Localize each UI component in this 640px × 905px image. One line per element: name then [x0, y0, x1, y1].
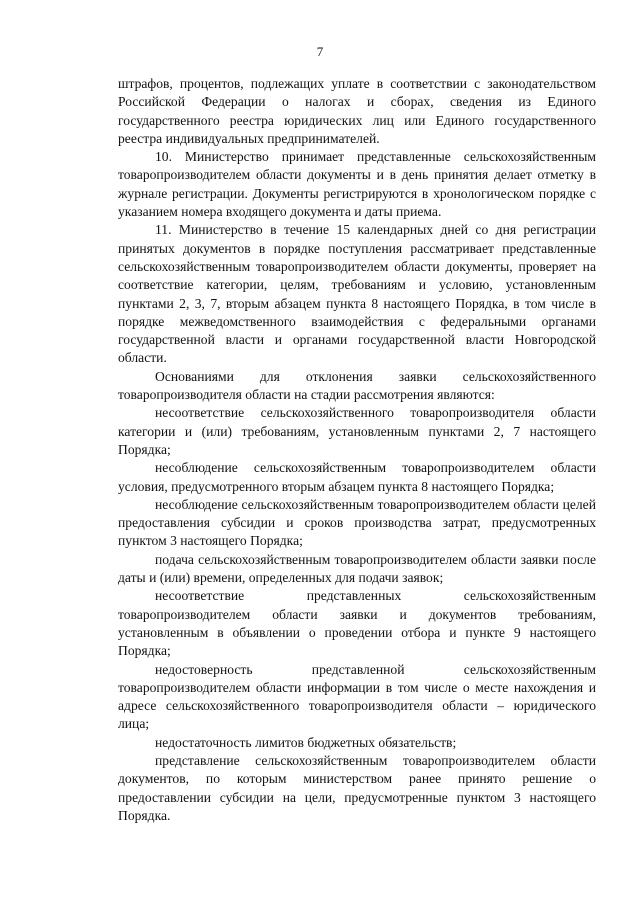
list-item: подача сельскохозяйственным товаропроизводителем области заявки после даты и (или) времени, определенных для подачи заявок;	[118, 551, 596, 586]
list-item: несоблюдение сельскохозяйственным товаропроизводителем области условия, предусмотренного вторым абзацем пункта 8 настоящего Порядка;	[118, 460, 596, 494]
document-body	[118, 75, 596, 825]
paragraph-continuation: штрафов, процентов, подлежащих уплате в соответствии с законодательством Российской Федерации о налогах и сборах, сведения из Единого государственного реестра юридических лиц или Единого государственного реестра индивидуальных предпринимателей.	[118, 76, 596, 146]
list-item: недостаточность лимитов бюджетных обязательств;	[155, 734, 457, 750]
list-item: несоответствие представленных сельскохозяйственным товаропроизводителем области заявки и документов требованиям, установленным в объявлении о проведении отбора и пункте 9 настоящего Порядка;	[118, 588, 596, 659]
list-item: представление сельскохозяйственным товаропроизводителем области документов, по которым министерством ранее принято решение о предоставлении субсидии на цели, предусмотренные пунктом 3 настоящего Порядка.	[118, 752, 596, 823]
list-item: несоответствие сельскохозяйственного товаропроизводителя области категории и (или) требованиям, установленным пунктами 2, 7 настоящего Порядка;	[118, 405, 596, 457]
list-item: недостоверность представленной сельскохозяйственным товаропроизводителем области информации в том числе о месте нахождения и адресе сельскохозяйственного товаропроизводителя области – юридического лица;	[118, 661, 596, 732]
paragraph-rejection-grounds: Основаниями для отклонения заявки сельскохозяйственного товаропроизводителя области на стадии рассмотрения являются:	[118, 368, 596, 403]
paragraph-clause-10: 10. Министерство принимает представленные сельскохозяйственным товаропроизводителем области документы и в день принятия делает отметку в журнале регистрации. Документы регистрируются в хронологическом порядке с указанием номера входящего документа и даты приема.	[118, 149, 596, 220]
paragraph-clause-11: 11. Министерство в течение 15 календарных дней со дня регистрации принятых документов в порядке поступления рассматривает представленные сельскохозяйственным товаропроизводителем области документы, проверяет на соответствие категории, целям, требованиям и условию, установленным пунктами 2, 3, 7, вторым абзацем пункта 8 настоящего Порядка, в том числе в порядке межведомственного взаимодействия с федеральными органами государственной власти и органами государственной власти Новгородской области.	[118, 222, 596, 366]
page-number: 7	[316, 44, 324, 59]
list-item: несоблюдение сельскохозяйственным товаропроизводителем области целей предоставления субсидии и сроков производства затрат, предусмотренных пунктом 3 настоящего Порядка;	[118, 496, 596, 549]
